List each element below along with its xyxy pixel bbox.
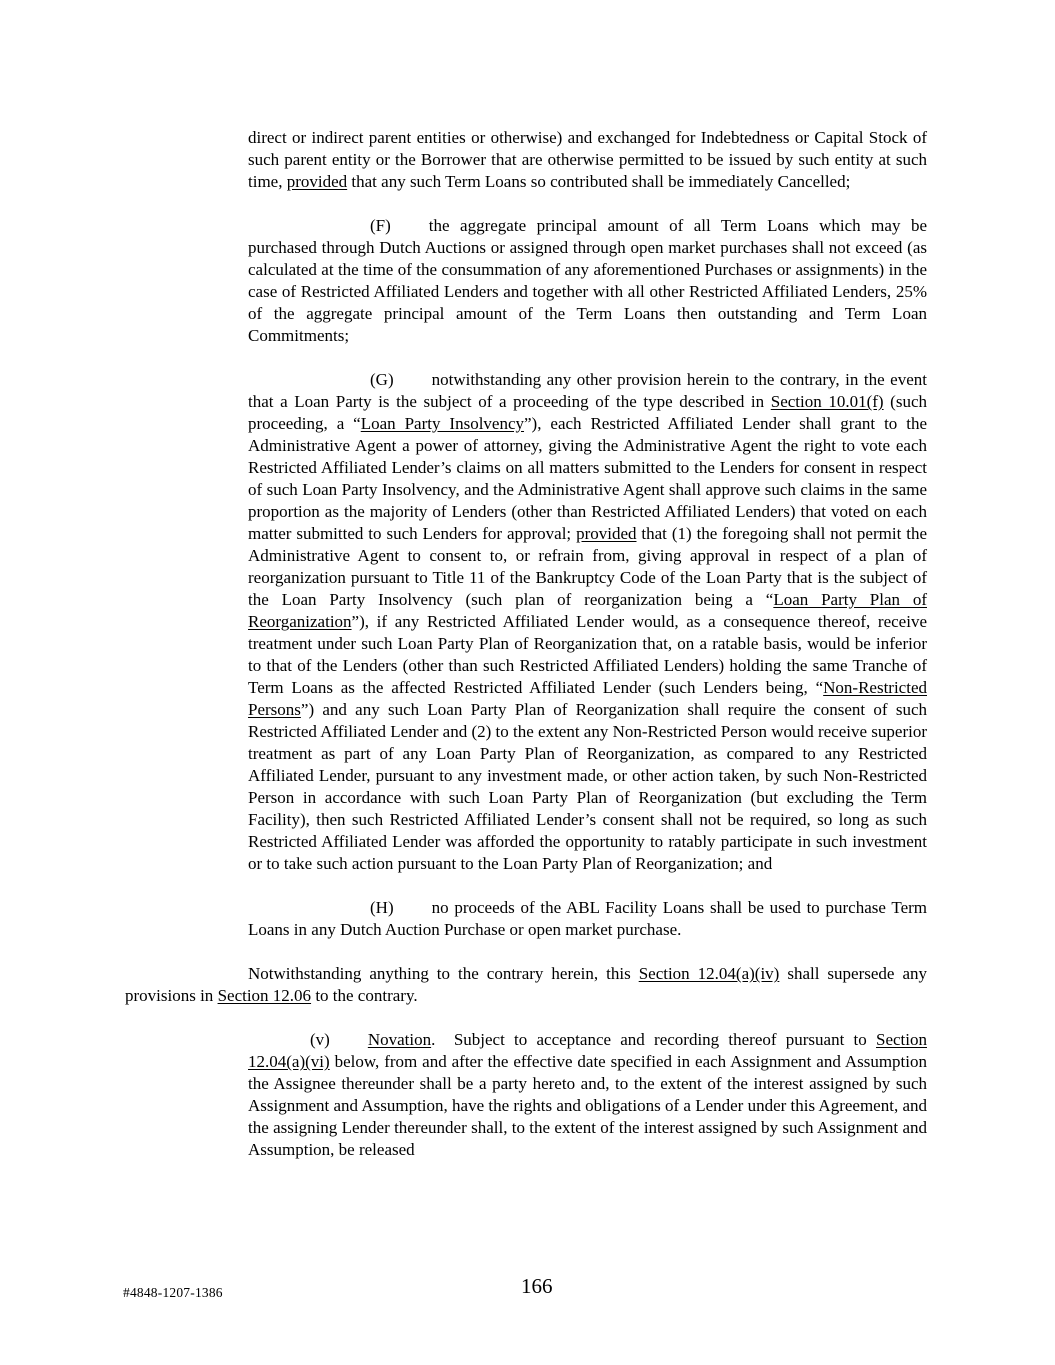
- text-run: the aggregate principal amount of all Term Loans which may be purchased through Dutch Auctions or assigned through open market purchases shall not exceed (as calculated at the time of the consummation of any aforementioned Purchases or assignments) in the case of Restricted Affiliated Lenders and together with all other Restricted Affiliated Lenders, 25% of the aggregate principal amount of the Term Loans then outstanding and Term Loan Commitments;: [248, 216, 927, 345]
- underlined-term: Section 12.04(a)(vi): [248, 1030, 927, 1071]
- text-run: (F): [370, 216, 391, 235]
- underlined-term: Novation: [367, 1030, 432, 1049]
- paragraph-notwithstanding: [125, 963, 927, 1007]
- text-run: (H): [370, 898, 394, 917]
- text-run: . Subject to acceptance and recording thereof pursuant to: [431, 1030, 876, 1049]
- text-run: to the contrary.: [311, 986, 418, 1005]
- paragraph-clause-g: [248, 369, 927, 875]
- underlined-term: Loan Party Insolvency: [360, 414, 525, 433]
- text-run: ”), if any Restricted Affiliated Lender would, as a consequence thereof, receive treatment under such Loan Party Plan of Reorganization that, on a ratable basis, would be inferior to that of the Lenders (other than such Restricted Affiliated Lenders) holding the same Tranche of Term Loans as the affected Restricted Affiliated Lender (such Lenders being, “: [248, 612, 927, 697]
- underlined-term: Section 10.01(f): [770, 392, 884, 411]
- document-control-number: #4848-1207-1386: [123, 1285, 223, 1300]
- underlined-term: Section 12.04(a)(iv): [638, 964, 780, 983]
- text-run: (G): [370, 370, 394, 389]
- document-body: [125, 127, 927, 1183]
- text-run: ”) and any such Loan Party Plan of Reorganization shall require the consent of such Restricted Affiliated Lender and (2) to the extent any Non-Restricted Person would receive superior treatment as part of any Loan Party Plan of Reorganization, as compared to any Restricted Affiliated Lender, pursuant to any investment made, or other action taken, by such Non-Restricted Person in accordance with such Loan Party Plan of Reorganization (but excluding the Term Facility), then such Restricted Affiliated Lender’s consent shall not be required, so long as such Restricted Affiliated Lender was afforded the opportunity to ratably participate in such investment or to take such action pursuant to the Loan Party Plan of Reorganization; and: [248, 700, 927, 873]
- text-run: ”), each Restricted Affiliated Lender shall grant to the Administrative Agent a power of attorney, giving the Administrative Agent the right to vote each Restricted Affiliated Lender’s claims on all matters submitted to the Lenders for consent in respect of such Loan Party Insolvency, and the Administrative Agent shall approve such claims in the same proportion as the majority of Lenders (other than Restricted Affiliated Lenders) that voted on each matter submitted to such Lenders for approval;: [248, 414, 927, 543]
- text-run: that any such Term Loans so contributed shall be immediately Cancelled;: [347, 172, 851, 191]
- text-run: notwithstanding any other provision herein to the contrary, in the event that a Loan Party is the subject of a proceeding of the type described in: [248, 370, 927, 411]
- text-run: Notwithstanding anything to the contrary herein, this: [248, 964, 639, 983]
- paragraph-clause-h: [248, 897, 927, 941]
- underlined-term: Section 12.06: [217, 986, 312, 1005]
- underlined-term: provided: [576, 524, 637, 543]
- text-run: direct or indirect parent entities or otherwise) and exchanged for Indebtedness or Capital Stock of such parent entity or the Borrower that are otherwise permitted to be issued by such entity at such time,: [248, 128, 927, 191]
- paragraph-clause-f: [248, 215, 927, 347]
- page-number: 166: [521, 1274, 553, 1298]
- paragraph-clause-v-novation: [248, 1029, 927, 1161]
- underlined-term: provided: [286, 172, 348, 191]
- text-run: shall supersede any provisions in: [125, 964, 927, 1005]
- text-run: (v): [310, 1030, 330, 1049]
- underlined-term: Loan Party Plan of Reorganization: [248, 590, 927, 631]
- text-run: (such proceeding, a “: [248, 392, 927, 433]
- underlined-term: Non-Restricted Persons: [248, 678, 927, 719]
- text-run: below, from and after the effective date specified in each Assignment and Assumption the Assignee thereunder shall be a party hereto and, to the extent of the interest assigned by such Assignment and Assumption, have the rights and obligations of a Lender under this Agreement, and the assigning Lender thereunder shall, to the extent of the interest assigned by such Assignment and Assumption, be released: [248, 1052, 927, 1159]
- text-run: no proceeds of the ABL Facility Loans shall be used to purchase Term Loans in any Dutch Auction Purchase or open market purchase.: [248, 898, 927, 939]
- text-run: that (1) the foregoing shall not permit the Administrative Agent to consent to, or refrain from, giving approval in respect of a plan of reorganization pursuant to Title 11 of the Bankruptcy Code of the Loan Party that is the subject of the Loan Party Insolvency (such plan of reorganization being a “: [248, 524, 927, 609]
- paragraph-continuation: [248, 127, 927, 193]
